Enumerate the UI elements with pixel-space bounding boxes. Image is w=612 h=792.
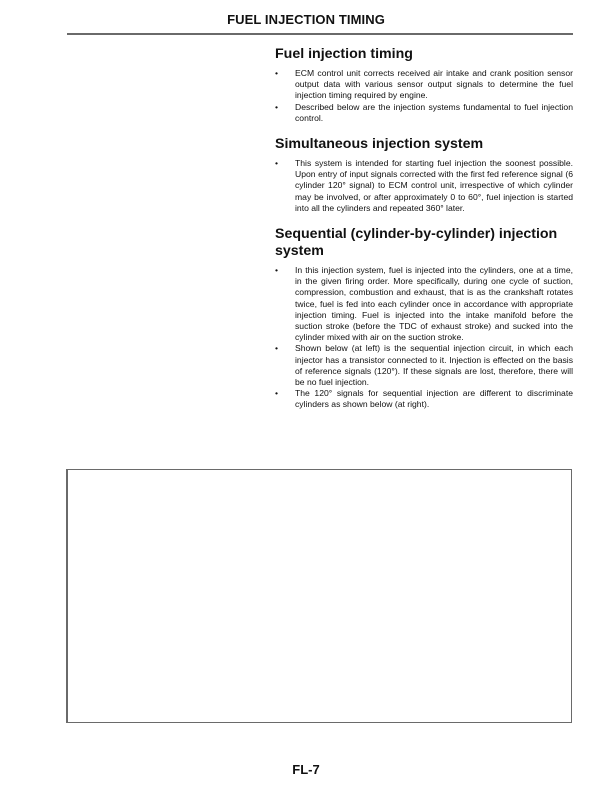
bullet-list (275, 68, 573, 124)
section-fuel-injection-timing (275, 46, 573, 124)
page-number: FL-7 (292, 762, 320, 777)
bullet-item: • Described below are the injection systems fundamental to fuel injection control. (275, 102, 573, 124)
section-heading: Sequential (cylinder-by-cylinder) injection system (275, 226, 558, 260)
section-sequential-injection (275, 226, 573, 411)
section-heading: Fuel injection timing (275, 46, 413, 62)
main-content (275, 46, 573, 423)
bullet-list (275, 158, 573, 214)
bullet-item: • This system is intended for starting fuel injection the soonest possible. Upon entry of input signals corrected with the first fed reference signal (6 cylinder 120° signal) to ECM control unit, irrespective of which cylinder may be involved, or after approximately 0 to 60°, fuel injection is started into all the cylinders and repeated 360° later. (275, 158, 573, 214)
bullet-item: • ECM control unit corrects received air intake and crank position sensor output data with various sensor output signals to determine the fuel injection timing required by engine. (275, 68, 573, 102)
figure-placeholder-box (66, 469, 572, 723)
bullet-item: • The 120° signals for sequential injection are different to discriminate cylinders as shown below (at right). (275, 388, 573, 410)
bullet-item: • Shown below (at left) is the sequential injection circuit, in which each injector has a transistor connected to it. Injection is effected on the basis of reference signals (120°). If these signals are lost, therefore, there will be no fuel injection. (275, 343, 573, 388)
section-simultaneous-injection (275, 136, 573, 214)
section-heading: Simultaneous injection system (275, 136, 484, 153)
header-divider (67, 33, 573, 35)
bullet-item: • In this injection system, fuel is injected into the cylinders, one at a time, in the given firing order. More specifically, during one cycle of suction, compression, combustion and exhaust, that is as the crankshaft rotates twice, fuel is fed into each cylinder once in accordance with appropriate injection timing. Fuel is injected into the intake manifold before the suction stroke (before the TDC of exhaust stroke) and sucked into the cylinder mixed with air on the suction stroke. (275, 265, 573, 343)
page-header-title: FUEL INJECTION TIMING (227, 12, 385, 27)
bullet-list (275, 265, 573, 411)
